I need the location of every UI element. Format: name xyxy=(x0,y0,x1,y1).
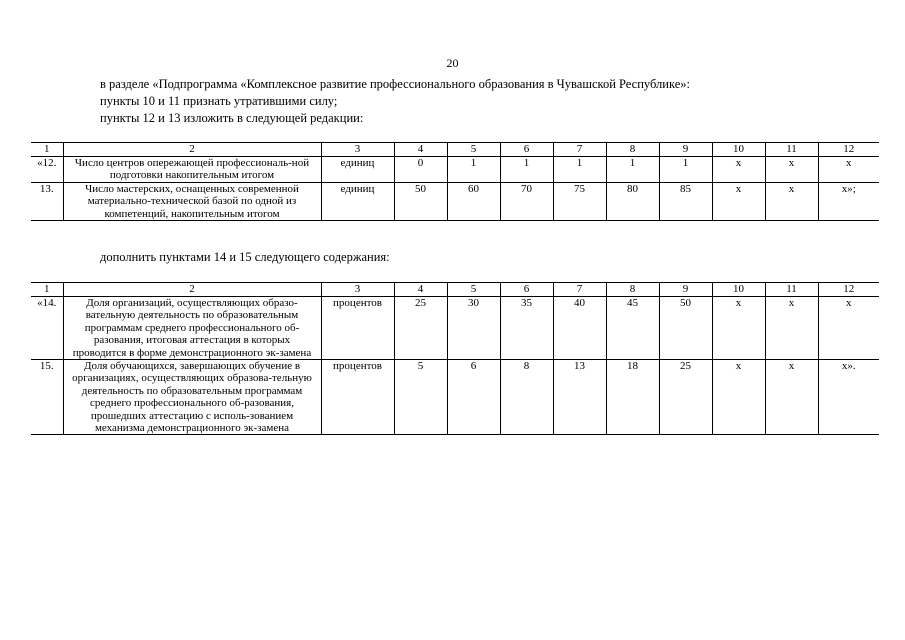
value-cell: 25 xyxy=(394,297,447,360)
column-header: 12 xyxy=(818,283,879,297)
unit-cell: единиц xyxy=(321,182,394,220)
column-header: 12 xyxy=(818,143,879,157)
value-cell: 1 xyxy=(553,157,606,183)
column-header: 3 xyxy=(321,143,394,157)
value-cell: 45 xyxy=(606,297,659,360)
table-row xyxy=(31,360,879,435)
value-cell: х»; xyxy=(818,182,879,220)
indicator-name: Число мастерских, оснащенных современной материально-технической базой по одной из компетенций, накопительным итогом xyxy=(63,182,321,220)
table-row xyxy=(31,297,879,360)
indicator-name: Доля обучающихся, завершающих обучение в организациях, осуществляющих образова-тельную деятельность по образовательным программам среднего профессионального об-разования, прошедших аттестацию с исполь-зованием механизма демонстрационного эк-замена xyxy=(63,360,321,435)
value-cell: 40 xyxy=(553,297,606,360)
row-number: «14. xyxy=(31,297,63,360)
column-header: 11 xyxy=(765,143,818,157)
value-cell: 1 xyxy=(447,157,500,183)
value-cell: х xyxy=(712,360,765,435)
column-header: 9 xyxy=(659,283,712,297)
value-cell: 70 xyxy=(500,182,553,220)
column-header: 10 xyxy=(712,283,765,297)
intro-line-2: пункты 10 и 11 признать утратившими силу; xyxy=(100,94,338,108)
column-header: 7 xyxy=(553,143,606,157)
value-cell: 35 xyxy=(500,297,553,360)
value-cell: 60 xyxy=(447,182,500,220)
value-cell: 80 xyxy=(606,182,659,220)
indicators-table-1 xyxy=(31,142,879,221)
column-header: 9 xyxy=(659,143,712,157)
page-number: 20 xyxy=(446,56,459,70)
subheading-text: дополнить пунктами 14 и 15 следующего содержания: xyxy=(100,250,390,264)
table-row xyxy=(31,157,879,183)
unit-cell: единиц xyxy=(321,157,394,183)
column-header: 8 xyxy=(606,143,659,157)
value-cell: 8 xyxy=(500,360,553,435)
value-cell: 30 xyxy=(447,297,500,360)
value-cell: 25 xyxy=(659,360,712,435)
value-cell: х xyxy=(818,297,879,360)
column-header: 1 xyxy=(31,143,63,157)
column-header: 11 xyxy=(765,283,818,297)
value-cell: 50 xyxy=(659,297,712,360)
column-header: 6 xyxy=(500,283,553,297)
column-header: 7 xyxy=(553,283,606,297)
value-cell: 18 xyxy=(606,360,659,435)
table-row xyxy=(31,182,879,220)
header-row xyxy=(31,143,879,157)
indicator-name: Число центров опережающей профессиональ-ной подготовки накопительным итогом xyxy=(63,157,321,183)
value-cell: 6 xyxy=(447,360,500,435)
value-cell: х xyxy=(765,360,818,435)
value-cell: 13 xyxy=(553,360,606,435)
value-cell: х xyxy=(712,182,765,220)
indicator-name: Доля организаций, осуществляющих образо-вательную деятельность по образовательным программам среднего профессионального об-разования, итоговая аттестация в которых проводится в форме демонстрационного эк-замена xyxy=(63,297,321,360)
unit-cell: процентов xyxy=(321,297,394,360)
value-cell: 1 xyxy=(606,157,659,183)
value-cell: х xyxy=(765,157,818,183)
value-cell: х xyxy=(712,297,765,360)
value-cell: 50 xyxy=(394,182,447,220)
column-header: 4 xyxy=(394,143,447,157)
value-cell: 1 xyxy=(500,157,553,183)
value-cell: 0 xyxy=(394,157,447,183)
intro-text xyxy=(100,76,860,127)
column-header: 10 xyxy=(712,143,765,157)
indicators-table-2 xyxy=(31,282,879,435)
column-header: 1 xyxy=(31,283,63,297)
column-header: 2 xyxy=(63,283,321,297)
value-cell: 1 xyxy=(659,157,712,183)
column-header: 3 xyxy=(321,283,394,297)
value-cell: 85 xyxy=(659,182,712,220)
value-cell: х xyxy=(765,297,818,360)
intro-line-3: пункты 12 и 13 изложить в следующей редакции: xyxy=(100,111,364,125)
value-cell: х xyxy=(818,157,879,183)
value-cell: х xyxy=(712,157,765,183)
column-header: 2 xyxy=(63,143,321,157)
value-cell: 75 xyxy=(553,182,606,220)
value-cell: х». xyxy=(818,360,879,435)
row-number: 15. xyxy=(31,360,63,435)
value-cell: 5 xyxy=(394,360,447,435)
intro-line-1: в разделе «Подпрограмма «Комплексное развитие профессионального образования в Чувашской Республике»: xyxy=(100,77,690,91)
value-cell: х xyxy=(765,182,818,220)
column-header: 5 xyxy=(447,143,500,157)
row-number: 13. xyxy=(31,182,63,220)
header-row xyxy=(31,283,879,297)
column-header: 6 xyxy=(500,143,553,157)
unit-cell: процентов xyxy=(321,360,394,435)
column-header: 4 xyxy=(394,283,447,297)
row-number: «12. xyxy=(31,157,63,183)
column-header: 8 xyxy=(606,283,659,297)
column-header: 5 xyxy=(447,283,500,297)
